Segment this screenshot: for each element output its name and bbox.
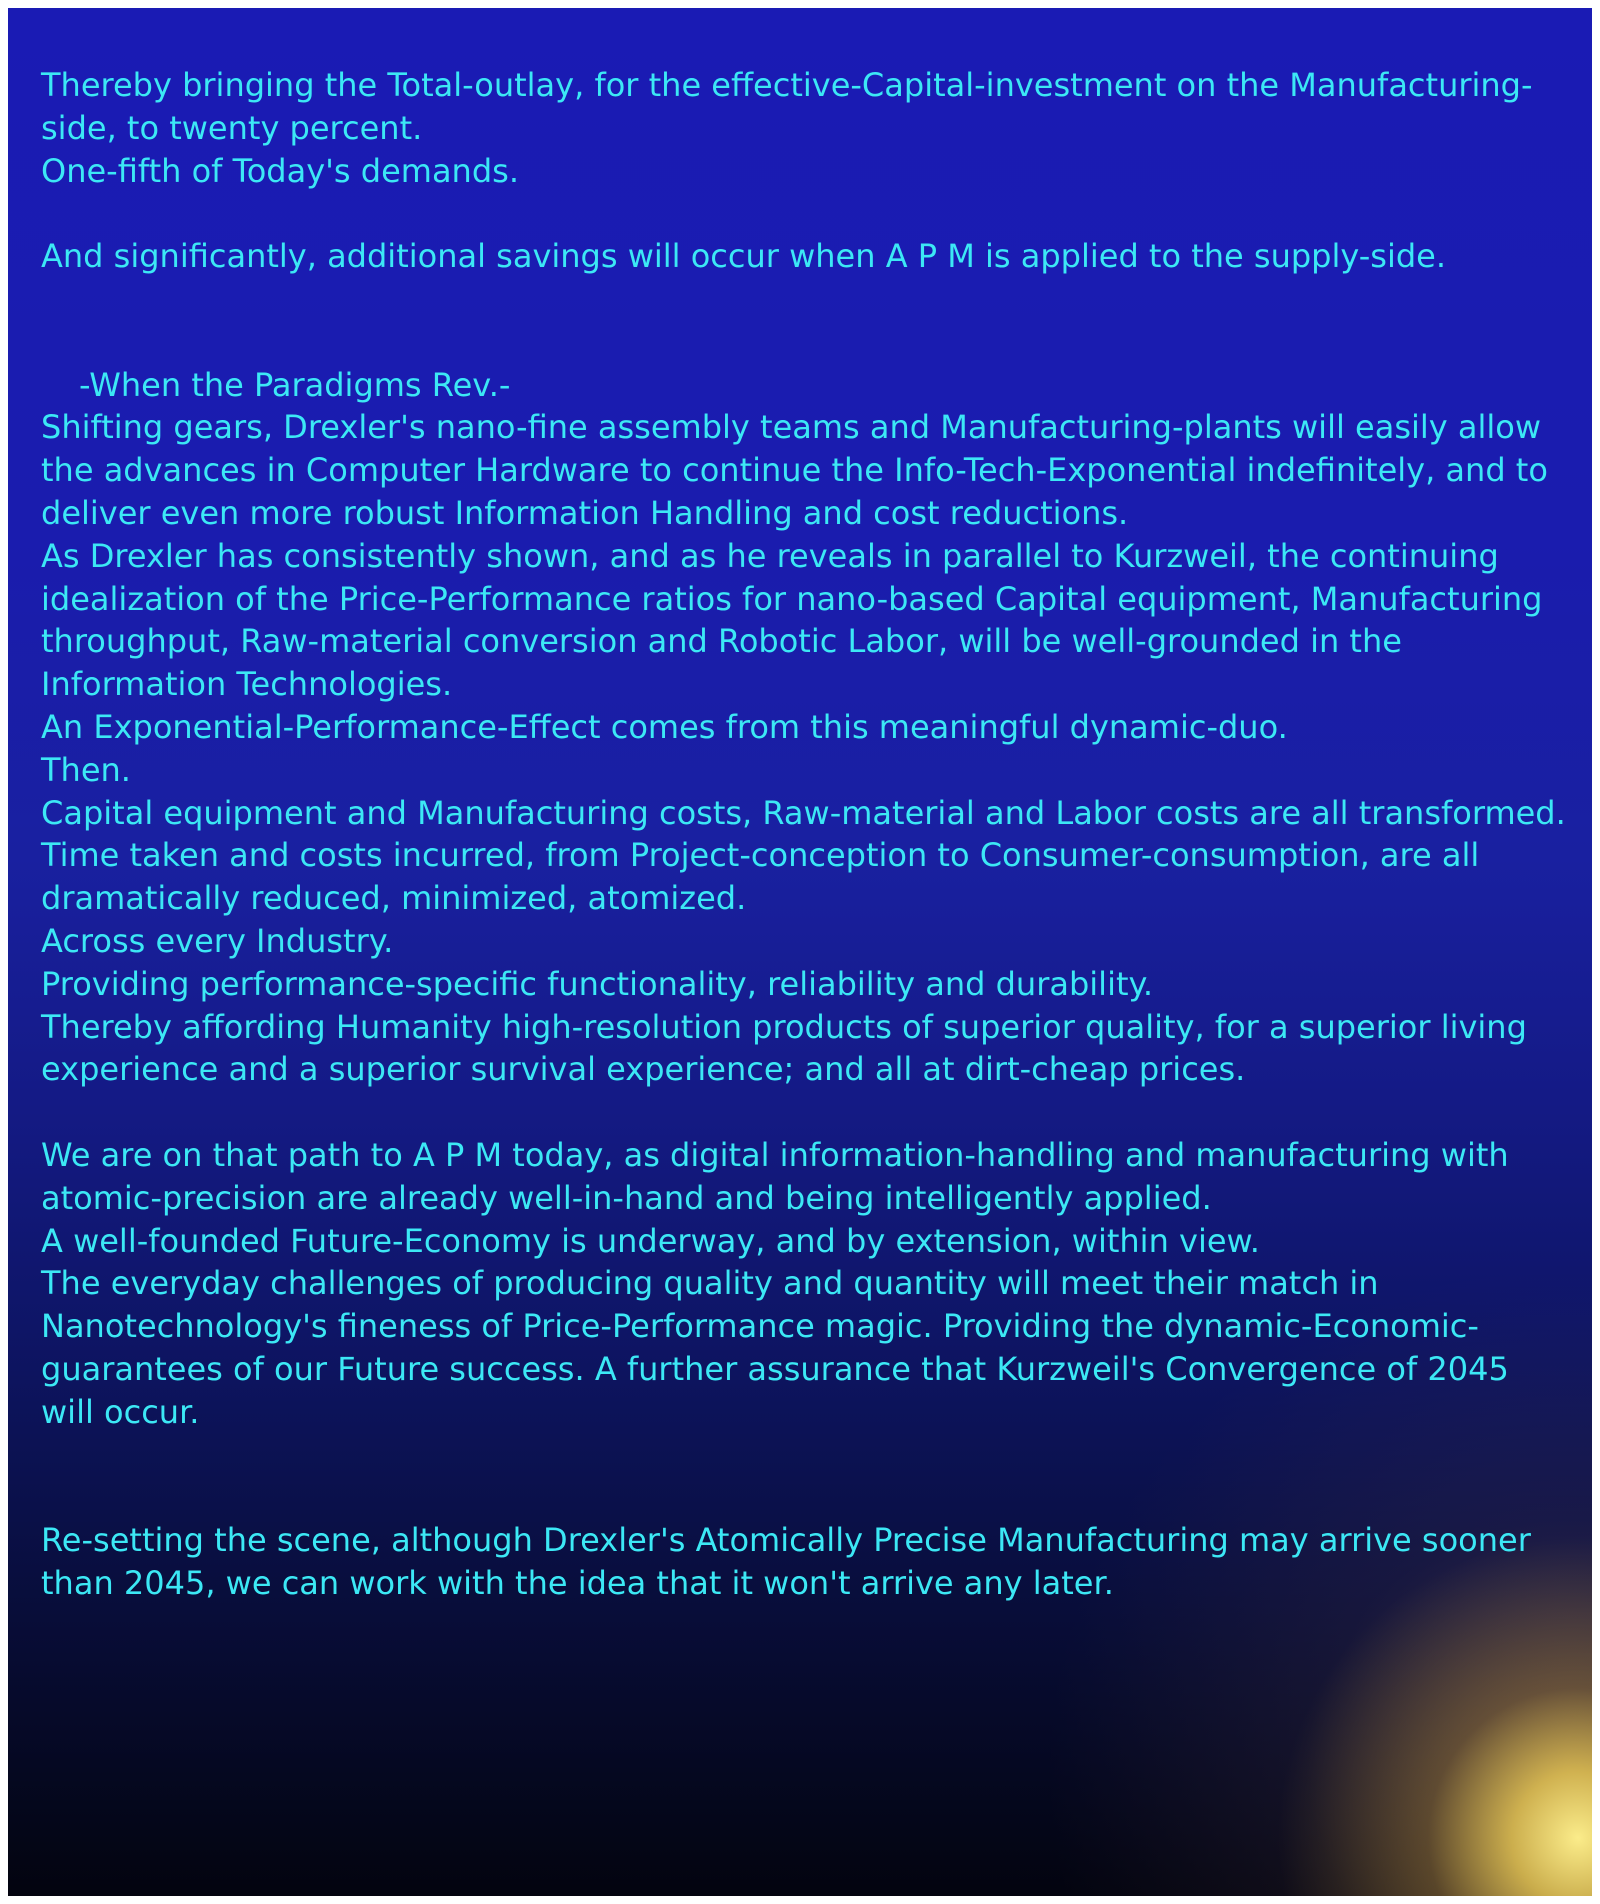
paragraph: The everyday challenges of producing quality and quantity will meet their match in Nanotechnology's fineness of Price-Performance magic. Providing the dynamic-Economic-guarantees of our Future success. A further assurance that Kurzweil's Convergence of 2045 will occur. — [41, 1264, 1519, 1431]
paragraph-spacer — [41, 1091, 1571, 1134]
paragraph-spacer — [41, 192, 1571, 235]
paragraph: Thereby affording Humanity high-resolution products of superior quality, for a superior living experience and a superior survival experience; and all at dirt-cheap prices. — [41, 1007, 1538, 1089]
paragraph: Re-setting the scene, although Drexler's Atomically Precise Manufacturing may arrive sooner than 2045, we can work with the idea that it won't arrive any later. — [41, 1521, 1542, 1602]
paragraph: Capital equipment and Manufacturing costs, Raw-material and Labor costs are all transformed. — [41, 793, 1566, 832]
section-spacer — [41, 278, 1571, 364]
document-panel — [8, 8, 1592, 1896]
paragraph: Across every Industry. — [41, 921, 394, 960]
paragraph: And significantly, additional savings will occur when A P M is applied to the supply-side. — [41, 237, 1447, 276]
section-heading: -When the Paradigms Rev.- — [79, 365, 511, 404]
paragraph: As Drexler has consistently shown, and as he reveals in parallel to Kurzweil, the continuing idealization of the Price-Performance ratios for nano-based Capital equipment, Manufacturing throughput, Raw-material conversion and Robotic Labor, will be well-grounded in the Information Technologies. — [41, 536, 1553, 704]
document-body — [41, 64, 1571, 1605]
paragraph: Providing performance-specific functionality, reliability and durability. — [41, 964, 1154, 1003]
paragraph: Thereby bringing the Total-outlay, for the effective-Capital-investment on the Manufacturing-side, to twenty percent. — [41, 66, 1533, 147]
section-spacer — [41, 1434, 1571, 1520]
paragraph: An Exponential-Performance-Effect comes from this meaningful dynamic-duo. — [41, 707, 1288, 746]
paragraph: Time taken and costs incurred, from Project-conception to Consumer-consumption, are all dramatically reduced, minimized, atomized. — [41, 836, 1490, 918]
paragraph: Shifting gears, Drexler's nano-fine assembly teams and Manufacturing-plants will easily allow the advances in Computer Hardware to continue the Info-Tech-Exponential indefinitely, and to deliver even more robust Information Handling and cost reductions. — [41, 408, 1559, 532]
paragraph: Then. — [41, 750, 131, 789]
paragraph: We are on that path to A P M today, as digital information-handling and manufacturing with atomic-precision are already well-in-hand and being intelligently applied. — [41, 1135, 1519, 1217]
paragraph: One-fifth of Today's demands. — [41, 151, 519, 190]
paragraph: A well-founded Future-Economy is underway, and by extension, within view. — [41, 1221, 1260, 1260]
